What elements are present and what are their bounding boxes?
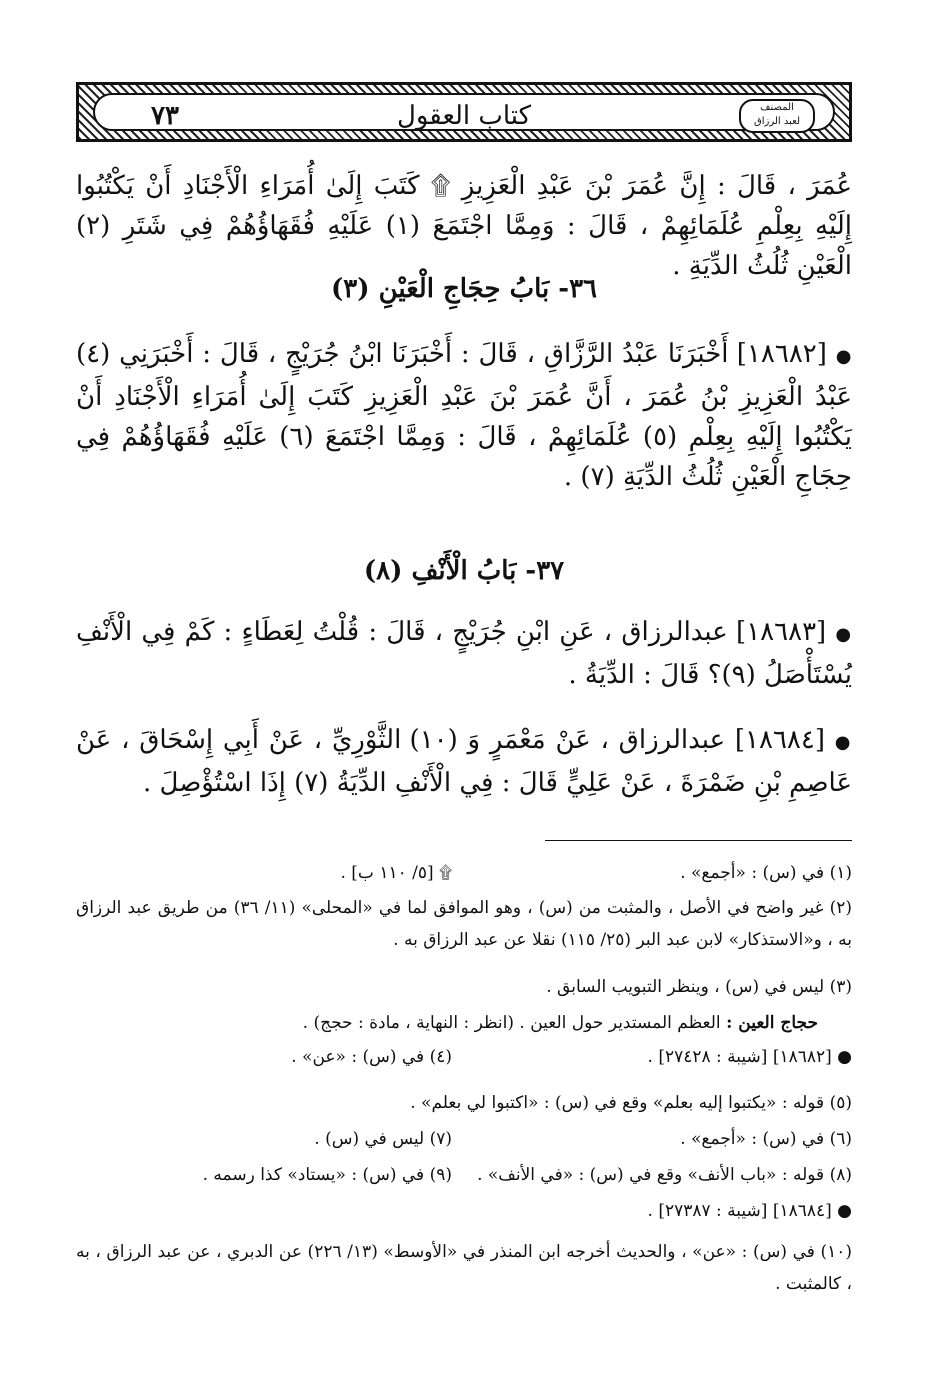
ref-18682: ● [١٨٦٨٢] [شيبة : ٢٧٤٢٨] . xyxy=(647,1047,852,1067)
footnote-10: (١٠) في (س) : «عن» ، والحديث أخرجه ابن المنذر في «الأوسط» (١٣/ ٢٢٦) عن الدبري ، عن عبد الرزاق ، به ، كالمثبت . xyxy=(76,1242,853,1294)
footnote-folio: ۩ [٥/ ١١٠ ب] . xyxy=(340,863,452,883)
footnote-4: (٤) في (س) : «عن» . xyxy=(291,1047,452,1067)
footnote-1: (١) في (س) : «أجمع» . xyxy=(680,863,852,883)
header-banner xyxy=(76,82,852,142)
book-title: كتاب العقول xyxy=(396,101,532,131)
hadith-18683-text: [١٨٦٨٣] عبدالرزاق ، عَنِ ابْنِ جُرَيْجٍ ، قَالَ : قُلْتُ لِعَطَاءٍ : كَمْ فِي الْأَنْفِ يُسْتَأْصَلُ (٩)؟ قَالَ : الدِّيَةُ . xyxy=(76,617,852,690)
bullet-icon: ● xyxy=(834,732,852,753)
hadith-18684 xyxy=(76,720,852,803)
page-number: ٧٣ xyxy=(151,101,179,131)
publisher-logo xyxy=(739,99,815,133)
chapter-heading-36: ٣٦- بَابُ حِجَاجِ الْعَيْنِ (٣) xyxy=(330,274,598,304)
ref-18684: ● [١٨٦٨٤] [شيبة : ٢٧٣٨٧] . xyxy=(647,1201,852,1221)
gloss-text: العظم المستدير حول العين . (انظر : النهاية ، مادة : حجج) . xyxy=(302,1013,721,1033)
footnote-7: (٧) ليس في (س) . xyxy=(314,1129,452,1149)
footnote-3-gloss xyxy=(76,1008,852,1038)
bullet-icon: ● xyxy=(835,624,853,645)
header-frame xyxy=(93,93,835,131)
logo-line-2: لعبد الرزاق xyxy=(753,116,801,127)
paragraph-1-text: عُمَرَ ، قَالَ : إِنَّ عُمَرَ بْنَ عَبْدِ الْعَزِيزِ ۩ كَتَبَ إِلَىٰ أُمَرَاءِ الْأَجْنَادِ أَنْ يَكْتُبُوا إِلَيْهِ بِعِلْمِ عُلَمَائِهِمْ ، قَالَ : وَمِمَّا اجْتَمَعَ (١) عَلَيْهِ فُقَهَاؤُهُمْ فِي شَتَرِ (٢) الْعَيْنِ ثُلُثُ الدِّيَةِ . xyxy=(76,171,852,281)
hadith-18683 xyxy=(76,612,852,695)
footnote-9: (٩) في (س) : «يستاد» كذا رسمه . xyxy=(202,1165,452,1185)
footnote-separator xyxy=(545,840,852,841)
hadith-18684-text: [١٨٦٨٤] عبدالرزاق ، عَنْ مَعْمَرٍ وَ (١٠) الثَّوْرِيِّ ، عَنْ أَبِي إِسْحَاقَ ، عَنْ عَاصِمِ بْنِ ضَمْرَةَ ، عَنْ عَلِيٍّ قَالَ : فِي الْأَنْفِ الدِّيَةُ (٧) إِذَا اسْتُؤْصِلَ . xyxy=(76,725,852,798)
chapter-heading-37: ٣٧- بَابُ الْأَنْفِ (٨) xyxy=(363,556,565,586)
logo-line-1: المصنف xyxy=(760,102,794,113)
footnote-6: (٦) في (س) : «أجمع» . xyxy=(680,1129,852,1149)
hadith-18682 xyxy=(76,334,852,497)
hadith-18682-text: [١٨٦٨٢] أَخْبَرَنَا عَبْدُ الرَّزَّاقِ ، قَالَ : أَخْبَرَنَا ابْنُ جُرَيْجٍ ، قَالَ : أَخْبَرَنِي (٤) عَبْدُ الْعَزِيزِ بْنُ عُمَرَ ، أَنَّ عُمَرَ بْنَ عَبْدِ الْعَزِيزِ كَتَبَ إِلَىٰ أُمَرَاءِ الْأَجْنَادِ أَنْ يَكْتُبُوا إِلَيْهِ بِعِلْمِ (٥) عُلَمَائِهِمْ ، قَالَ : وَمِمَّا اجْتَمَعَ (٦) عَلَيْهِ فُقَهَاؤُهُمْ فِي حِجَاجِ الْعَيْنِ ثُلُثُ الدِّيَةِ (٧) . xyxy=(76,339,853,492)
gloss-term: حجاج العين : xyxy=(726,1013,818,1033)
footnote-3: (٣) ليس في (س) ، وينظر التبويب السابق . xyxy=(546,977,852,997)
footnote-2: (٢) غير واضح في الأصل ، والمثبت من (س) ، وهو الموافق لما في «المحلى» (١١/ ٣٦) من طريق عبد الرزاق به ، و«الاستذكار» لابن عبد البر (٢٥/ ١١٥) نقلا عن عبد الرزاق به . xyxy=(76,898,852,950)
bullet-icon: ● xyxy=(835,346,852,367)
footnote-5: (٥) قوله : «يكتبوا إليه بعلم» وقع في (س) : «اكتبوا لي بعلم» . xyxy=(410,1093,852,1113)
footnotes xyxy=(76,858,852,1378)
footnote-8: (٨) قوله : «باب الأنف» وقع في (س) : «في الأنف» . xyxy=(477,1165,852,1185)
paragraph-1 xyxy=(76,166,852,286)
